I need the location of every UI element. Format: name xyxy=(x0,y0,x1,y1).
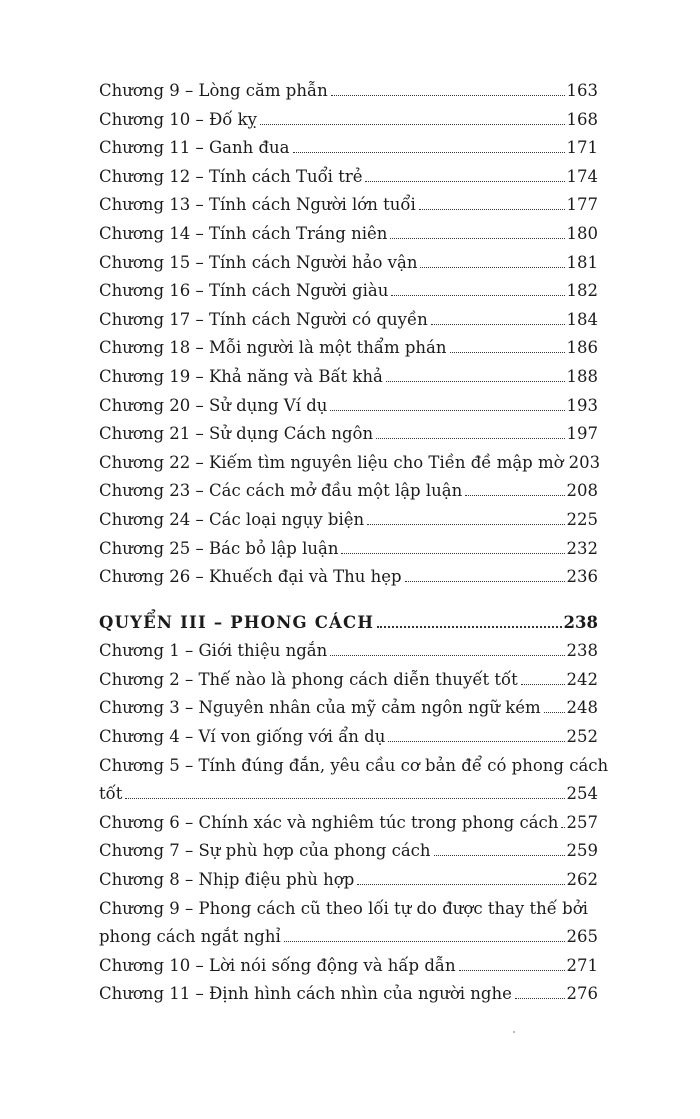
toc-row xyxy=(99,420,598,449)
page-number: 188 xyxy=(566,366,598,386)
toc-row xyxy=(99,306,598,335)
toc-row xyxy=(99,334,598,363)
chapter-title: Chương 5 – Tính đúng đắn, yêu cầu cơ bản để có phong cách xyxy=(99,755,609,775)
dot-leader xyxy=(377,626,561,628)
toc-row xyxy=(99,666,598,695)
page-number: 186 xyxy=(566,338,598,358)
chapter-title: Chương 10 – Lời nói sống động và hấp dẫn xyxy=(99,955,456,975)
dot-leader xyxy=(330,655,564,656)
chapter-title: Chương 19 – Khả năng và Bất khả xyxy=(99,366,383,386)
dot-leader xyxy=(521,684,565,685)
page-number: 193 xyxy=(566,395,598,415)
chapter-title: Chương 7 – Sự phù hợp của phong cách xyxy=(99,841,431,861)
page-number: 238 xyxy=(566,641,598,661)
chapter-title: Chương 26 – Khuếch đại và Thu hẹp xyxy=(99,567,402,587)
toc-entry[interactable] xyxy=(99,249,598,278)
dot-leader xyxy=(125,798,564,799)
dot-leader xyxy=(330,410,564,411)
dot-leader xyxy=(284,941,565,942)
dot-leader xyxy=(388,741,564,742)
toc-entry[interactable] xyxy=(99,191,598,220)
page-number: 252 xyxy=(566,727,598,747)
page-number: 184 xyxy=(566,309,598,329)
toc-entry[interactable] xyxy=(99,334,598,363)
toc-row xyxy=(99,952,598,981)
toc-entry[interactable] xyxy=(99,694,598,723)
toc-entry[interactable] xyxy=(99,77,598,106)
dot-leader xyxy=(367,524,564,525)
toc-entry[interactable] xyxy=(99,752,609,809)
toc-entry[interactable] xyxy=(99,952,598,981)
dot-leader xyxy=(331,95,565,96)
chapter-title: Chương 2 – Thế nào là phong cách diễn thuyết tốt xyxy=(99,669,518,689)
toc-entry[interactable] xyxy=(99,277,598,306)
page-number: 257 xyxy=(566,812,598,832)
toc-entry[interactable] xyxy=(99,506,598,535)
toc-entry[interactable] xyxy=(99,477,598,506)
toc-row xyxy=(99,163,598,192)
section-title: QUYỂN III – PHONG CÁCH xyxy=(99,612,375,632)
page-number: 248 xyxy=(566,698,598,718)
dot-leader xyxy=(431,324,565,325)
chapter-title: Chương 3 – Nguyên nhân của mỹ cảm ngôn ngữ kém xyxy=(99,698,541,718)
toc-entry[interactable] xyxy=(99,392,598,421)
toc-entry[interactable] xyxy=(99,134,598,163)
toc-entry[interactable] xyxy=(99,106,598,135)
toc-row xyxy=(99,363,598,392)
dot-leader xyxy=(391,295,564,296)
page-number: 262 xyxy=(566,870,598,890)
section-heading-book-3[interactable] xyxy=(99,609,598,638)
toc-entry[interactable] xyxy=(99,535,598,564)
dot-leader xyxy=(544,712,565,713)
dot-leader xyxy=(357,884,564,885)
toc-row xyxy=(99,535,598,564)
dot-leader xyxy=(459,970,565,971)
toc-row xyxy=(99,837,598,866)
chapter-title: Chương 22 – Kiếm tìm nguyên liệu cho Tiền đề mập mờ xyxy=(99,452,564,472)
page-number: 171 xyxy=(566,138,598,158)
chapter-title: Chương 12 – Tính cách Tuổi trẻ xyxy=(99,166,363,186)
toc-entry[interactable] xyxy=(99,363,598,392)
chapter-title: Chương 24 – Các loại ngụy biện xyxy=(99,509,365,529)
page-number: 225 xyxy=(566,509,598,529)
toc-row xyxy=(99,637,598,666)
toc-entry[interactable] xyxy=(99,420,598,449)
toc-entry[interactable] xyxy=(99,980,598,1009)
dot-leader xyxy=(386,381,565,382)
toc-entry[interactable] xyxy=(99,837,598,866)
toc-row xyxy=(99,477,598,506)
page-number: 242 xyxy=(566,669,598,689)
toc-row xyxy=(99,191,598,220)
dot-leader xyxy=(341,553,564,554)
page-number: 203 xyxy=(568,452,601,472)
chapter-title: Chương 23 – Các cách mở đầu một lập luận xyxy=(99,481,463,501)
toc-row xyxy=(99,449,601,478)
chapter-title: Chương 15 – Tính cách Người hảo vận xyxy=(99,252,418,272)
toc-row xyxy=(99,134,598,163)
chapter-title: Chương 13 – Tính cách Người lớn tuổi xyxy=(99,195,416,215)
chapter-title: Chương 18 – Mỗi người là một thẩm phán xyxy=(99,338,447,358)
chapter-title: Chương 16 – Tính cách Người giàu xyxy=(99,281,389,301)
page-number: 208 xyxy=(566,481,598,501)
toc-entry[interactable] xyxy=(99,866,598,895)
dot-leader xyxy=(376,438,564,439)
chapter-title-continued: phong cách ngắt nghỉ xyxy=(99,927,281,947)
dot-leader xyxy=(405,581,565,582)
toc-row xyxy=(99,694,598,723)
toc-row xyxy=(99,392,598,421)
chapter-title-continued: tốt xyxy=(99,784,123,804)
toc-row xyxy=(99,249,598,278)
section-page-number: 238 xyxy=(563,612,598,632)
dot-leader xyxy=(293,152,565,153)
page-number: 232 xyxy=(566,538,598,558)
toc-entry[interactable] xyxy=(99,449,601,478)
toc-row xyxy=(99,866,598,895)
page-number: 182 xyxy=(566,281,598,301)
dot-leader xyxy=(365,181,564,182)
page-number: 276 xyxy=(566,984,598,1004)
page-number: 168 xyxy=(566,109,598,129)
toc-row xyxy=(99,506,598,535)
toc-row xyxy=(99,780,598,809)
toc-row xyxy=(99,923,598,952)
chapter-title: Chương 11 – Ganh đua xyxy=(99,138,290,158)
page-number: 163 xyxy=(566,81,598,100)
chapter-title: Chương 9 – Phong cách cũ theo lối tự do được thay thế bởi xyxy=(99,898,588,918)
page-number: 236 xyxy=(566,567,598,587)
toc-entry[interactable] xyxy=(99,563,598,592)
chapter-list-part-2 xyxy=(99,77,601,592)
page-number: 259 xyxy=(566,841,598,861)
toc-entry[interactable] xyxy=(99,895,598,952)
page-number: 181 xyxy=(566,252,598,272)
toc-row xyxy=(99,723,598,752)
page-number: 174 xyxy=(566,166,598,186)
chapter-title: Chương 11 – Định hình cách nhìn của người nghe xyxy=(99,984,512,1004)
chapter-title: Chương 14 – Tính cách Tráng niên xyxy=(99,223,388,243)
toc-row xyxy=(99,980,598,1009)
table-of-contents xyxy=(99,77,609,1009)
toc-entry[interactable] xyxy=(99,723,598,752)
chapter-title: Chương 25 – Bác bỏ lập luận xyxy=(99,538,339,558)
dot-leader xyxy=(419,209,565,210)
dot-leader xyxy=(434,855,565,856)
chapter-title: Chương 20 – Sử dụng Ví dụ xyxy=(99,395,328,415)
chapter-title: Chương 1 – Giới thiệu ngắn xyxy=(99,641,328,661)
chapter-title: Chương 10 – Đố kỵ xyxy=(99,109,257,129)
dot-leader xyxy=(260,124,565,125)
toc-entry[interactable] xyxy=(99,306,598,335)
chapter-title: Chương 4 – Ví von giống với ẩn dụ xyxy=(99,727,386,747)
chapter-title: Chương 17 – Tính cách Người có quyền xyxy=(99,309,428,329)
toc-row xyxy=(99,809,598,838)
toc-entry[interactable] xyxy=(99,163,598,192)
toc-entry[interactable] xyxy=(99,809,598,838)
toc-row xyxy=(99,77,598,106)
dot-leader xyxy=(465,495,564,496)
toc-entry[interactable] xyxy=(99,637,598,666)
dot-leader xyxy=(390,238,564,239)
chapter-title: Chương 8 – Nhịp điệu phù hợp xyxy=(99,870,355,890)
chapter-title: Chương 6 – Chính xác và nghiêm túc trong phong cách xyxy=(99,812,559,832)
page-number: 180 xyxy=(566,223,598,243)
chapter-title: Chương 21 – Sử dụng Cách ngôn xyxy=(99,424,374,444)
toc-entry[interactable] xyxy=(99,666,598,695)
dot-leader xyxy=(515,998,565,999)
toc-row xyxy=(99,220,598,249)
chapter-title: Chương 9 – Lòng căm phẫn xyxy=(99,81,328,100)
dot-leader xyxy=(420,267,564,268)
scan-speck xyxy=(513,1031,515,1033)
chapter-list-book-3 xyxy=(99,637,609,1009)
dot-leader xyxy=(450,352,565,353)
page-number: 177 xyxy=(566,195,598,215)
toc-entry[interactable] xyxy=(99,220,598,249)
page-number: 197 xyxy=(566,424,598,444)
toc-row xyxy=(99,277,598,306)
toc-row xyxy=(99,563,598,592)
page-number: 271 xyxy=(566,955,598,975)
toc-row xyxy=(99,106,598,135)
page-number: 265 xyxy=(566,927,598,947)
page-number: 254 xyxy=(566,784,598,804)
